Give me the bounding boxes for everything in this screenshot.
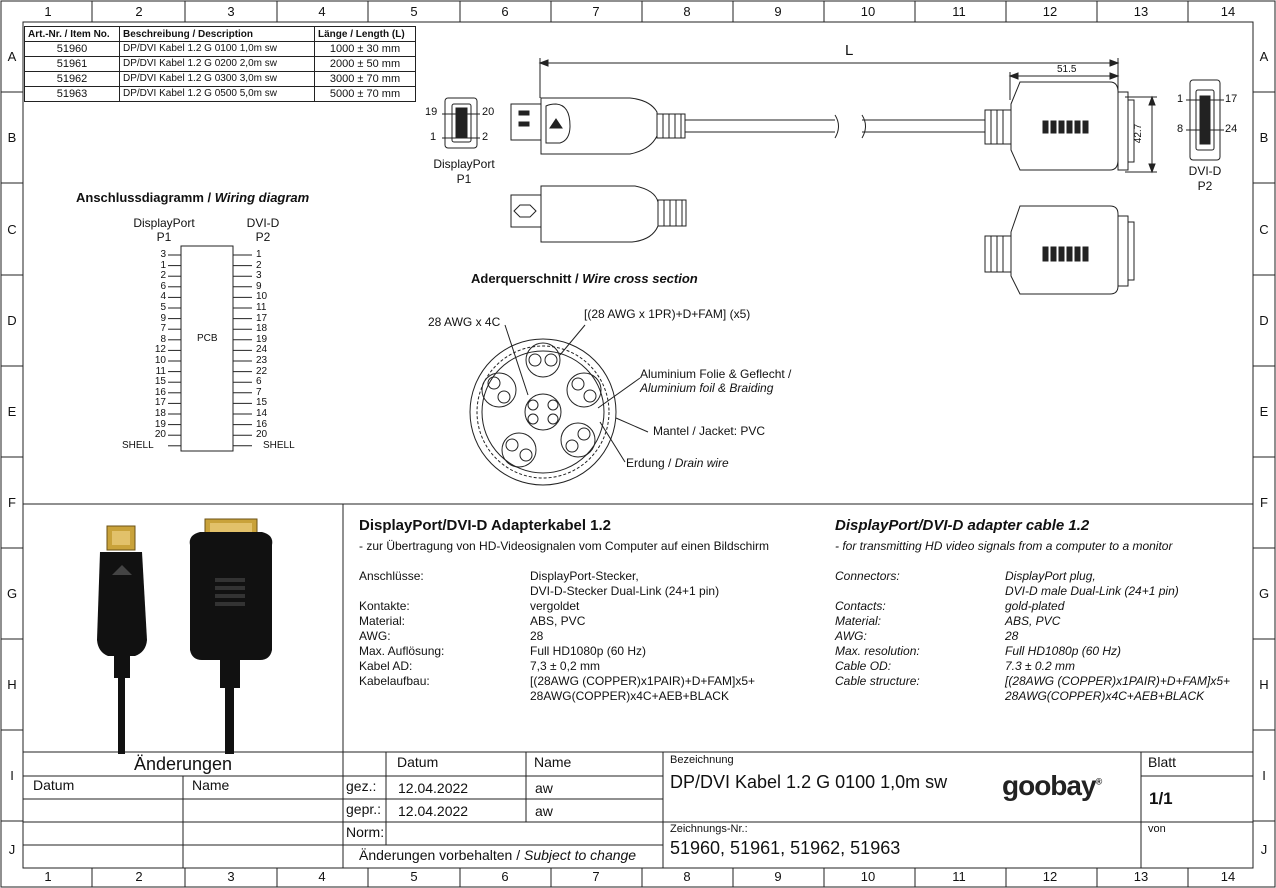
spec-key: Connectors: (835, 569, 900, 583)
dp-face-label: DisplayPort (433, 157, 495, 171)
grid-col: 12 (1042, 4, 1058, 19)
col-header-length: Länge / Length (L) (315, 27, 416, 42)
grid-row: B (7, 130, 17, 145)
desc-en-title: DisplayPort/DVI-D adapter cable 1.2 (835, 517, 1090, 534)
dvi-pin-8: 8 (1177, 123, 1184, 135)
item-no: 51962 (25, 72, 120, 87)
spec-value: 28AWG(COPPER)x4C+AEB+BLACK (530, 689, 729, 703)
norm-label: Norm: (346, 824, 385, 840)
grid-col: 14 (1220, 4, 1236, 19)
cross-section (470, 325, 648, 485)
spec-key: Max. resolution: (835, 644, 920, 658)
datum-header: Datum (397, 754, 439, 770)
dvi-pin-label: 7 (256, 386, 262, 398)
dvi-pin-label: SHELL (263, 439, 295, 451)
dvi-pin-label: 22 (256, 365, 268, 377)
grid-col: 11 (952, 4, 966, 19)
item-length: 3000 ± 70 mm (315, 72, 416, 87)
spec-key: Kabelaufbau: (359, 674, 430, 688)
dvi-pin-label: 19 (256, 333, 268, 345)
grid-col: 10 (860, 4, 876, 19)
dvi-pin-label: 11 (256, 302, 267, 313)
spec-value: DVI-D-Stecker Dual-Link (24+1 pin) (530, 584, 720, 598)
item-desc: DP/DVI Kabel 1.2 G 0500 5,0m sw (120, 87, 315, 102)
spec-value: 28AWG(COPPER)x4C+AEB+BLACK (1005, 689, 1205, 703)
grid-col: 1 (44, 869, 52, 884)
wiring-title: Anschlussdiagramm / Wiring diagram (76, 190, 310, 205)
grid-row: G (6, 586, 18, 601)
subject-to-change: Änderungen vorbehalten / Subject to change (359, 847, 637, 863)
grid-row: A (7, 49, 17, 64)
spec-key: Anschlüsse: (359, 569, 424, 583)
cross-section-title: Aderquerschnitt / Wire cross section (471, 271, 698, 286)
spec-value: 7.3 ± 0.2 mm (1005, 659, 1075, 673)
dp-pin-label: 10 (154, 355, 166, 366)
grid-col: 4 (318, 869, 326, 884)
cable-top-view (442, 58, 1224, 294)
grid-row: C (1259, 222, 1269, 237)
spec-value: ABS, PVC (1005, 614, 1061, 628)
spec-value: DisplayPort-Stecker, (530, 569, 639, 583)
dvi-pin-label: 23 (256, 355, 268, 366)
grid-col: 9 (774, 4, 782, 19)
spec-value: vergoldet (530, 599, 580, 613)
dp-pin-label: 7 (160, 323, 166, 335)
gepr-label: gepr.: (346, 801, 382, 817)
blatt-value: 1/1 (1149, 789, 1173, 808)
table-row (25, 57, 416, 72)
grid-col: 13 (1133, 4, 1149, 19)
grid-row: A (1259, 49, 1269, 64)
grid-row: B (1259, 130, 1269, 145)
spec-value: Full HD1080p (60 Hz) (1005, 644, 1122, 658)
dvi-pin-24: 24 (1225, 123, 1238, 135)
dvi-pin-label: 17 (256, 312, 268, 324)
dp-pin-label: 6 (160, 280, 166, 292)
desc-de-title: DisplayPort/DVI-D Adapterkabel 1.2 (359, 517, 612, 534)
items-table (24, 26, 416, 102)
grid-row: E (7, 404, 17, 419)
dim-51-5: 51.5 (1057, 64, 1077, 75)
grid-row: H (1259, 677, 1269, 692)
spec-value: DVI-D male Dual-Link (24+1 pin) (1005, 584, 1179, 598)
spec-key: Contacts: (835, 599, 886, 613)
goobay-logo: goobay® (1002, 770, 1102, 801)
grid-row: D (7, 313, 17, 328)
dp-pin-label: 8 (160, 333, 166, 345)
grid-row: C (7, 222, 17, 237)
table-header-row (25, 27, 416, 42)
dp-pin-19: 19 (425, 106, 438, 118)
dp-pin-label: 11 (155, 365, 166, 377)
spec-value: [(28AWG (COPPER)x1PAIR)+D+FAM]x5+ (530, 674, 756, 688)
dvi-pin-17: 17 (1225, 93, 1238, 105)
grid-col: 3 (227, 869, 235, 884)
dp-pin-label: 12 (154, 344, 166, 356)
dvi-face-p2: P2 (1197, 179, 1213, 193)
grid-row: G (1258, 586, 1270, 601)
gez-date: 12.04.2022 (398, 780, 469, 796)
changes-title: Änderungen (133, 754, 233, 774)
spec-key: Material: (359, 614, 406, 628)
wiring-left-sub: P1 (156, 230, 172, 244)
spec-key: Max. Auflösung: (359, 644, 445, 658)
gez-name: aw (535, 780, 553, 796)
pcb-label: PCB (197, 333, 218, 344)
grid-col: 11 (952, 869, 966, 884)
item-desc: DP/DVI Kabel 1.2 G 0100 1,0m sw (120, 42, 315, 57)
spec-value: 28 (1005, 629, 1019, 643)
spec-key: Kontakte: (359, 599, 410, 613)
item-length: 1000 ± 30 mm (315, 42, 416, 57)
dvi-pin-label: 24 (256, 344, 268, 356)
spec-value: 7,3 ± 0,2 mm (530, 659, 600, 673)
dim-42-7: 42.7 (1133, 123, 1145, 144)
product-photo (97, 519, 272, 754)
grid-col: 7 (592, 869, 600, 884)
dvi-pin-label: 15 (256, 397, 268, 409)
col-header-item: Art.-Nr. / Item No. (25, 27, 120, 42)
dvi-pin-label: 14 (256, 408, 268, 419)
item-desc: DP/DVI Kabel 1.2 G 0200 2,0m sw (120, 57, 315, 72)
changes-name-col: Name (192, 777, 230, 793)
dp-pin-1: 1 (430, 131, 437, 143)
spec-value: Full HD1080p (60 Hz) (530, 644, 647, 658)
spec-key: Material: (835, 614, 882, 628)
gepr-date: 12.04.2022 (398, 803, 469, 819)
grid-col: 8 (683, 4, 691, 19)
grid-col: 10 (860, 869, 876, 884)
spec-key: Kabel AD: (359, 659, 413, 673)
grid-col: 3 (227, 4, 235, 19)
spec-key: Cable structure: (835, 674, 920, 688)
wiring-diagram (168, 246, 252, 451)
spec-key: AWG: (359, 629, 391, 643)
spec-value: ABS, PVC (530, 614, 586, 628)
spec-key: Cable OD: (835, 659, 892, 673)
grid-col: 6 (501, 869, 509, 884)
zeichnung-label: Zeichnungs-Nr.: (670, 823, 748, 835)
dp-pin-label: 16 (154, 386, 166, 398)
item-no: 51961 (25, 57, 120, 72)
wiring-left-header: DisplayPort (133, 216, 195, 230)
grid-row: E (1259, 404, 1269, 419)
wiring-right-sub: P2 (255, 230, 271, 244)
grid-col: 13 (1133, 869, 1149, 884)
dp-pin-label: 4 (160, 291, 166, 303)
label-pairs: [(28 AWG x 1PR)+D+FAM] (x5) (584, 307, 751, 321)
col-header-description: Beschreibung / Description (120, 27, 315, 42)
label-drain: Erdung / Drain wire (626, 456, 729, 470)
dp-pin-label: 5 (160, 302, 166, 313)
von-label: von (1148, 823, 1166, 835)
grid-col: 1 (44, 4, 52, 19)
dvi-pin-label: 16 (256, 418, 268, 430)
dvi-pin-label: 6 (256, 376, 262, 388)
blatt-label: Blatt (1148, 754, 1177, 770)
item-length: 5000 ± 70 mm (315, 87, 416, 102)
label-foil-de: Aluminium Folie & Geflecht / (640, 367, 792, 381)
grid-row: I (10, 768, 14, 783)
dvi-pin-1: 1 (1177, 93, 1184, 105)
table-row (25, 72, 416, 87)
bezeichnung-label: Bezeichnung (670, 754, 734, 766)
dp-pin-label: 9 (160, 312, 166, 324)
grid-col: 14 (1220, 869, 1236, 884)
gepr-name: aw (535, 803, 553, 819)
grid-col: 12 (1042, 869, 1058, 884)
grid-col: 6 (501, 4, 509, 19)
dp-pin-label: 17 (154, 397, 166, 409)
table-row (25, 87, 416, 102)
spec-value: [(28AWG (COPPER)x1PAIR)+D+FAM]x5+ (1005, 674, 1231, 688)
grid-col: 5 (410, 4, 418, 19)
item-no: 51963 (25, 87, 120, 102)
grid-col: 7 (592, 4, 600, 19)
table-row (25, 42, 416, 57)
item-length: 2000 ± 50 mm (315, 57, 416, 72)
bezeichnung-value: DP/DVI Kabel 1.2 G 0100 1,0m sw (670, 772, 948, 792)
dp-pin-label: 18 (154, 408, 166, 419)
spec-value: gold-plated (1005, 599, 1065, 613)
dvi-pin-label: 2 (256, 259, 262, 271)
dvi-pin-label: 18 (256, 323, 268, 335)
desc-de-subtitle: - zur Übertragung von HD-Videosignalen vom Computer auf einen Bildschirm (359, 539, 769, 553)
grid-row: J (1260, 842, 1268, 857)
dp-pin-label: 15 (154, 376, 166, 388)
grid-row: J (8, 842, 16, 857)
gez-label: gez.: (346, 778, 377, 794)
dp-pin-label: 19 (154, 418, 166, 430)
dp-pin-label: 20 (154, 429, 166, 441)
spec-value: 28 (530, 629, 544, 643)
dvi-pin-label: 3 (256, 270, 262, 282)
grid-col: 9 (774, 869, 782, 884)
dvi-pin-label: 10 (256, 291, 268, 303)
dp-pin-label: SHELL (122, 439, 154, 451)
name-header: Name (534, 754, 572, 770)
spec-value: DisplayPort plug, (1005, 569, 1096, 583)
grid-col: 2 (135, 4, 143, 19)
label-4c: 28 AWG x 4C (428, 315, 501, 329)
item-desc: DP/DVI Kabel 1.2 G 0300 3,0m sw (120, 72, 315, 87)
dp-face-p1: P1 (456, 172, 472, 186)
grid-row: F (8, 495, 16, 510)
dvi-face-label: DVI-D (1188, 164, 1222, 178)
grid-col: 4 (318, 4, 326, 19)
wiring-right-header: DVI-D (246, 216, 280, 230)
dp-pin-2: 2 (482, 131, 489, 143)
zeichnung-value: 51960, 51961, 51962, 51963 (670, 838, 901, 858)
spec-key: AWG: (835, 629, 867, 643)
dp-pin-label: 3 (160, 249, 166, 260)
desc-en-subtitle: - for transmitting HD video signals from a computer to a monitor (835, 539, 1173, 553)
item-no: 51960 (25, 42, 120, 57)
dvi-pin-label: 1 (256, 249, 262, 260)
dp-pin-label: 2 (160, 270, 166, 282)
grid-row: H (7, 677, 17, 692)
dvi-pin-label: 9 (256, 280, 262, 292)
dp-pin-label: 1 (160, 259, 166, 271)
grid-col: 5 (410, 869, 418, 884)
dim-L: L (845, 42, 854, 59)
grid-row: D (1259, 313, 1269, 328)
grid-row: F (1260, 495, 1268, 510)
grid-row: I (1262, 768, 1266, 783)
grid-col: 2 (135, 869, 143, 884)
label-jacket: Mantel / Jacket: PVC (653, 424, 766, 438)
changes-datum-col: Datum (33, 777, 75, 793)
dp-pin-20: 20 (482, 106, 495, 118)
label-foil-en: Aluminium foil & Braiding (640, 381, 774, 395)
dvi-pin-label: 20 (256, 429, 268, 441)
grid-col: 8 (683, 869, 691, 884)
